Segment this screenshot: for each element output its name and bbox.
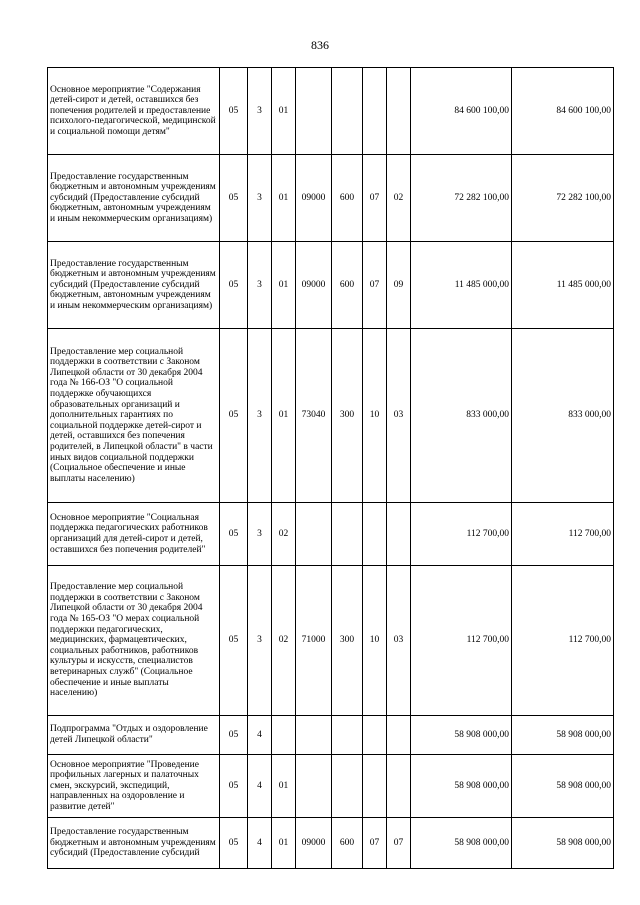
row-name-cell: Основное мероприятие "Содержания детей-сирот и детей, оставшихся без попечения родителей и предоставление психолого-педагогической, медицинской и социальной помощи детям": [48, 68, 220, 155]
row-name-cell: Подпрограмма "Отдых и оздоровление детей Липецкой области": [48, 716, 220, 755]
code-cell: 05: [220, 329, 248, 503]
code-cell: 300: [332, 566, 363, 716]
code-cell: 01: [272, 68, 296, 155]
code-cell: 600: [332, 818, 363, 869]
code-cell: 09000: [296, 155, 332, 242]
amount-cell: 112 700,00: [512, 503, 614, 566]
code-cell: 01: [272, 755, 296, 818]
amount-cell: 58 908 000,00: [411, 818, 512, 869]
row-name-cell: Предоставление мер социальной поддержки в соответствии с Законом Липецкой области от 30 декабря 2004 года № 166-ОЗ "О социальной поддержке обучающихся образовательных организаций и дополнительных гарантиях по социальной поддержке детей-сирот и детей, оставшихся без попечения родителей, в Липецкой области" в части иных видов социальной поддержки (Социальное обеспечение и иные выплаты населению): [48, 329, 220, 503]
row-name-cell: Предоставление государственным бюджетным и автономным учреждениям субсидий (Предоставление субсидий бюджетным, автономным учреждениям и иным некоммерческим организациям): [48, 155, 220, 242]
row-name-cell: Предоставление государственным бюджетным и автономным учреждениям субсидий (Предоставление субсидий бюджетным, автономным учреждениям и иным некоммерческим организациям): [48, 242, 220, 329]
table-row: [48, 329, 614, 503]
code-cell: 09000: [296, 818, 332, 869]
amount-cell: 833 000,00: [411, 329, 512, 503]
row-name-cell: Основное мероприятие "Проведение профильных лагерных и палаточных смен, экскурсий, экспедиций, направленных на оздоровление и развитие детей": [48, 755, 220, 818]
amount-cell: 11 485 000,00: [411, 242, 512, 329]
code-cell: 03: [387, 329, 411, 503]
table-row: [48, 155, 614, 242]
code-cell: 02: [272, 566, 296, 716]
code-cell: 3: [248, 503, 272, 566]
amount-cell: 11 485 000,00: [512, 242, 614, 329]
amount-cell: 84 600 100,00: [411, 68, 512, 155]
code-cell: 07: [363, 242, 387, 329]
table-row: [48, 68, 614, 155]
code-cell: 07: [363, 818, 387, 869]
amount-cell: 58 908 000,00: [512, 818, 614, 869]
code-cell: 02: [272, 503, 296, 566]
table-row: [48, 242, 614, 329]
amount-cell: 72 282 100,00: [512, 155, 614, 242]
code-cell: 3: [248, 566, 272, 716]
code-cell: [332, 716, 363, 755]
budget-table: [47, 67, 614, 869]
code-cell: [296, 68, 332, 155]
code-cell: [363, 755, 387, 818]
amount-cell: 112 700,00: [411, 566, 512, 716]
code-cell: [332, 68, 363, 155]
code-cell: [387, 716, 411, 755]
code-cell: [272, 716, 296, 755]
code-cell: 300: [332, 329, 363, 503]
code-cell: 07: [363, 155, 387, 242]
code-cell: 09000: [296, 242, 332, 329]
code-cell: 05: [220, 503, 248, 566]
code-cell: 3: [248, 329, 272, 503]
code-cell: 4: [248, 755, 272, 818]
code-cell: 05: [220, 818, 248, 869]
page-number: 836: [311, 38, 329, 52]
amount-cell: 58 908 000,00: [512, 716, 614, 755]
table-row: [48, 818, 614, 869]
row-name-cell: Основное мероприятие "Социальная поддержка педагогических работников организаций для детей-сирот и детей, оставшихся без попечения родителей": [48, 503, 220, 566]
code-cell: [387, 68, 411, 155]
code-cell: [332, 503, 363, 566]
table-row: [48, 503, 614, 566]
row-name-cell: Предоставление государственным бюджетным и автономным учреждениям субсидий (Предоставление субсидий: [48, 818, 220, 869]
code-cell: 4: [248, 716, 272, 755]
code-cell: 01: [272, 155, 296, 242]
code-cell: [296, 755, 332, 818]
table-row: [48, 755, 614, 818]
code-cell: 10: [363, 566, 387, 716]
amount-cell: 112 700,00: [411, 503, 512, 566]
code-cell: 05: [220, 566, 248, 716]
code-cell: 05: [220, 242, 248, 329]
code-cell: 09: [387, 242, 411, 329]
code-cell: 05: [220, 716, 248, 755]
code-cell: [363, 68, 387, 155]
code-cell: 01: [272, 329, 296, 503]
amount-cell: 58 908 000,00: [512, 755, 614, 818]
code-cell: 3: [248, 68, 272, 155]
code-cell: 05: [220, 68, 248, 155]
amount-cell: 84 600 100,00: [512, 68, 614, 155]
amount-cell: 58 908 000,00: [411, 755, 512, 818]
code-cell: 05: [220, 155, 248, 242]
amount-cell: 112 700,00: [512, 566, 614, 716]
row-name-cell: Предоставление мер социальной поддержки в соответствии с Законом Липецкой области от 30 декабря 2004 года № 165-ОЗ "О мерах социальной поддержки педагогических, медицинских, фармацевтических, социальных работников, работников культуры и искусств, специалистов ветеринарных служб" (Социальное обеспечение и иные выплаты населению): [48, 566, 220, 716]
code-cell: 4: [248, 818, 272, 869]
code-cell: 02: [387, 155, 411, 242]
code-cell: [387, 755, 411, 818]
code-cell: 600: [332, 155, 363, 242]
code-cell: [296, 716, 332, 755]
code-cell: 71000: [296, 566, 332, 716]
code-cell: 01: [272, 242, 296, 329]
code-cell: 05: [220, 755, 248, 818]
code-cell: 3: [248, 155, 272, 242]
code-cell: [332, 755, 363, 818]
code-cell: [387, 503, 411, 566]
code-cell: 03: [387, 566, 411, 716]
code-cell: [363, 503, 387, 566]
amount-cell: 58 908 000,00: [411, 716, 512, 755]
amount-cell: 72 282 100,00: [411, 155, 512, 242]
code-cell: [363, 716, 387, 755]
table-row: [48, 716, 614, 755]
code-cell: 600: [332, 242, 363, 329]
code-cell: 07: [387, 818, 411, 869]
code-cell: 3: [248, 242, 272, 329]
code-cell: 73040: [296, 329, 332, 503]
code-cell: 10: [363, 329, 387, 503]
amount-cell: 833 000,00: [512, 329, 614, 503]
code-cell: 01: [272, 818, 296, 869]
code-cell: [296, 503, 332, 566]
table-row: [48, 566, 614, 716]
